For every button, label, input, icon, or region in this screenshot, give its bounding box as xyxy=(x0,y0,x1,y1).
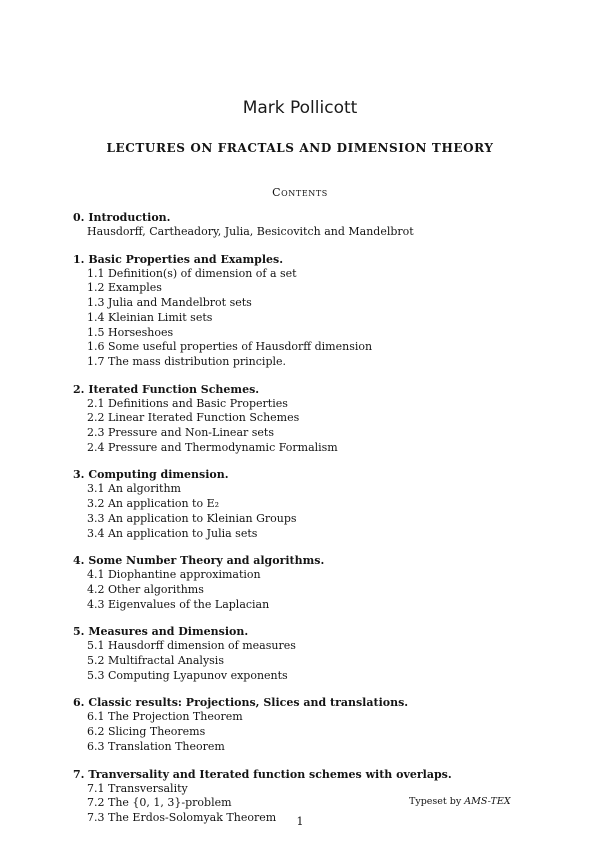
toc-item: 2.3 Pressure and Non-Linear sets xyxy=(87,426,274,440)
toc-item: 6.1 The Projection Theorem xyxy=(87,710,243,724)
section-title: 7. Tranversality and Iterated function schemes with overlaps. xyxy=(73,767,452,781)
section-title: 6. Classic results: Projections, Slices and translations. xyxy=(73,696,409,710)
toc-section-5 xyxy=(73,624,533,683)
table-of-contents xyxy=(73,210,533,838)
typeset-note xyxy=(409,796,511,807)
toc-item: 2.4 Pressure and Thermodynamic Formalism xyxy=(87,440,338,454)
section-title: 3. Computing dimension. xyxy=(73,468,229,482)
toc-item: 7.1 Transversality xyxy=(87,781,188,795)
toc-item: 5.1 Hausdorff dimension of measures xyxy=(87,639,296,653)
toc-item: 1.7 The mass distribution principle. xyxy=(87,354,287,368)
toc-item: 3.2 An application to E₂ xyxy=(87,497,220,511)
toc-item: 4.1 Diophantine approximation xyxy=(87,568,261,582)
toc-item: 7.3 The Erdos-Solomyak Theorem xyxy=(87,810,277,824)
toc-item: 6.3 Translation Theorem xyxy=(87,739,225,753)
toc-item: 1.4 Kleinian Limit sets xyxy=(87,310,213,324)
toc-item: 3.4 An application to Julia sets xyxy=(87,526,258,540)
toc-section-1 xyxy=(73,252,533,370)
toc-item: 2.2 Linear Iterated Function Schemes xyxy=(87,411,300,425)
toc-item: 4.3 Eigenvalues of the Laplacian xyxy=(87,597,270,611)
toc-item: 3.1 An algorithm xyxy=(87,482,181,496)
toc-item: 1.3 Julia and Mandelbrot sets xyxy=(87,296,252,310)
typeset-system: AMS-TEX xyxy=(464,796,511,807)
toc-item: 7.2 The {0, 1, 3}-problem xyxy=(87,796,232,810)
toc-item: 5.3 Computing Lyapunov exponents xyxy=(87,668,288,682)
toc-item: 2.1 Definitions and Basic Properties xyxy=(87,396,288,410)
document-title: LECTURES ON FRACTALS AND DIMENSION THEORY xyxy=(106,141,494,155)
toc-item: 1.1 Definition(s) of dimension of a set xyxy=(87,266,297,280)
toc-item: 3.3 An application to Kleinian Groups xyxy=(87,511,297,525)
toc-section-3 xyxy=(73,467,533,541)
toc-item: 1.2 Examples xyxy=(87,281,162,295)
page-number: 1 xyxy=(296,815,304,828)
section-title: 4. Some Number Theory and algorithms. xyxy=(73,554,325,568)
author-name: Mark Pollicott xyxy=(242,98,358,118)
section-title: 2. Iterated Function Schemes. xyxy=(73,382,260,396)
toc-section-6 xyxy=(73,695,533,754)
toc-item: 5.2 Multifractal Analysis xyxy=(87,654,224,668)
toc-item: 6.2 Slicing Theorems xyxy=(87,725,206,739)
contents-heading: Contents xyxy=(272,186,328,199)
toc-item: 1.6 Some useful properties of Hausdorff dimension xyxy=(87,340,373,354)
section-title: 5. Measures and Dimension. xyxy=(73,625,249,639)
toc-section-0 xyxy=(73,210,533,240)
toc-item: 4.2 Other algorithms xyxy=(87,582,204,596)
toc-section-2 xyxy=(73,382,533,456)
typeset-prefix: Typeset by xyxy=(409,796,462,807)
toc-item: 1.5 Horseshoes xyxy=(87,325,174,339)
section-title: 1. Basic Properties and Examples. xyxy=(73,252,284,266)
toc-item: Hausdorff, Cartheadory, Julia, Besicovitch and Mandelbrot xyxy=(87,225,414,238)
toc-section-4 xyxy=(73,553,533,612)
section-title: 0. Introduction. xyxy=(73,211,171,224)
